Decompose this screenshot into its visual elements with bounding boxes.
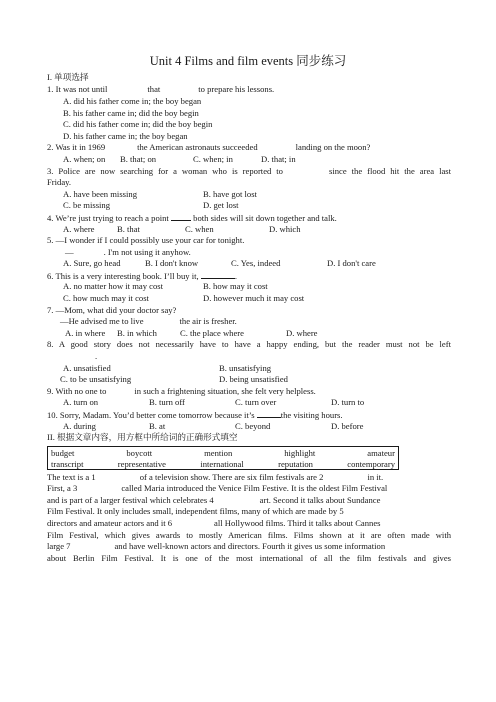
q3-option-b: B. have got lost <box>203 188 257 199</box>
word-bank-word: reputation <box>278 458 313 469</box>
word-bank-box <box>47 446 399 470</box>
word-bank-word: contemporary <box>347 458 395 469</box>
q3-option-c: C. be missing <box>63 200 111 211</box>
question-1-stem <box>47 84 451 96</box>
passage-line-3 <box>47 495 451 507</box>
q5-option-b: B. I don't know <box>145 258 199 269</box>
q2-text-c: landing on the moon? <box>295 142 371 153</box>
q2-option-b: B. that; on <box>120 153 157 164</box>
question-3-stem <box>47 166 451 178</box>
word-bank-word: budget <box>51 447 75 458</box>
passage-line-5 <box>47 518 451 530</box>
q1-text-a: 1. It was not until <box>47 84 108 95</box>
q8-option-c: C. to be unsatisfying <box>60 374 132 385</box>
q10-option-c: C. beyond <box>235 420 271 431</box>
page-title: Unit 4 Films and film events 同步练习 <box>149 54 347 68</box>
word-bank-row-1 <box>51 448 395 459</box>
q2-option-a: A. when; on <box>63 153 106 164</box>
q10-option-d: D. before <box>331 420 364 431</box>
q6-option-c: C. how much may it cost <box>63 293 149 304</box>
word-bank-word: international <box>200 458 244 469</box>
worksheet-content <box>47 72 451 564</box>
passage-text: directors and amateur actors and it 6 <box>47 517 173 528</box>
word-bank-word: mention <box>204 447 233 458</box>
word-bank-word: boycott <box>126 447 153 458</box>
q3-options-row-1 <box>47 189 451 201</box>
word-bank-word: representative <box>117 458 166 469</box>
word-bank-word: transcript <box>51 458 84 469</box>
passage-text: and have well-known actors and directors. Fourth it gives us some information <box>114 541 386 552</box>
q10-text-b: the visiting hours. <box>280 410 343 421</box>
q10-option-b: B. at <box>149 420 166 431</box>
q1-option-b: B. his father came in; did the boy begin <box>63 107 199 118</box>
q10-option-a: A. during <box>63 420 96 431</box>
q7-option-c: C. the place where <box>180 327 244 338</box>
question-10-options <box>47 421 451 433</box>
q9-option-c: C. turn over <box>235 397 277 408</box>
passage-text: of a television show. There are six film festivals are 2 <box>139 471 324 482</box>
q1-text-c: to prepare his lessons. <box>198 84 275 95</box>
question-9-stem <box>47 386 451 398</box>
q9-text-b: in such a frightening situation, she felt very helpless. <box>134 385 316 396</box>
q6-period: . <box>234 270 237 281</box>
q1-text-b: that <box>147 84 161 95</box>
q8-option-b: B. unsatisfying <box>219 362 272 373</box>
passage-text: The text is a 1 <box>47 471 96 482</box>
q3-option-d: D. get lost <box>203 200 239 211</box>
question-8-stem: 8. A good story does not necessarily have to have a happy ending, but the reader must not be left <box>47 339 451 350</box>
question-5-stem: 5. —I wonder if I could possibly use your car for tonight. <box>47 235 245 246</box>
section-2-heading: II. 根据文章内容，用方框中所给词的正确形式填空 <box>47 432 238 443</box>
q7-option-a: A. in where <box>65 327 106 338</box>
q9-option-d: D. turn to <box>331 397 365 408</box>
question-9-options <box>47 397 451 409</box>
q2-option-c: C. when; in <box>193 153 233 164</box>
passage-text: called Maria introduced the Venice Film Festive. It is the oldest Film Festival <box>121 483 388 494</box>
q4-option-c: C. when <box>185 223 214 234</box>
q10-text-a: 10. Sorry, Madam. You’d better come tomorrow because it’s <box>47 410 255 421</box>
passage-line-6: Film Festival, which gives awards to mostly American films. Films shown at it are often made with <box>47 529 451 540</box>
q8-options-row-1 <box>47 363 451 375</box>
q6-text-a: 6. This is a very interesting book. I’ll buy it, <box>47 270 199 281</box>
q7-response <box>47 316 451 328</box>
q3-text-b: since the flood hit the area last <box>328 165 452 176</box>
q1-option-a: A. did his father come in; the boy began <box>63 95 202 106</box>
q1-option-d: D. his father came in; the boy began <box>63 130 188 141</box>
q4-text-a: 4. We’re just trying to reach a point <box>47 212 169 223</box>
q2-text-a: 2. Was it in 1969 <box>47 142 106 153</box>
q5-dash: — <box>65 246 74 257</box>
q5-option-c: C. Yes, indeed <box>231 258 281 269</box>
q3-stem-continued: Friday. <box>47 177 72 188</box>
q6-options-row-1 <box>47 281 451 293</box>
q7-option-b: B. in which <box>117 327 157 338</box>
word-bank-word: highlight <box>284 447 316 458</box>
q1-option-c: C. did his father come in; did the boy begin <box>63 119 213 130</box>
q5-text-c: . I'm not using it anyhow. <box>103 246 191 257</box>
q6-option-a: A. no matter how it may cost <box>63 281 164 292</box>
q5-response <box>47 247 451 259</box>
question-5-options <box>47 258 451 270</box>
question-10-stem <box>47 409 451 421</box>
question-7-stem: 7. —Mom, what did your doctor say? <box>47 304 177 315</box>
q4-blank <box>171 212 191 221</box>
q9-text-a: 9. With no one to <box>47 385 107 396</box>
passage-line-4: Film Festival. It only includes small, independent films, many of which are made by 5 <box>47 506 344 517</box>
q8-option-a: A. unsatisfied <box>63 362 111 373</box>
word-bank-row-2 <box>51 459 395 470</box>
q6-option-d: D. however much it may cost <box>203 293 305 304</box>
question-2-options <box>47 154 451 166</box>
passage-text: all Hollywood films. Third it talks about Cannes <box>214 517 381 528</box>
passage-line-7 <box>47 541 451 553</box>
q2-option-d: D. that; in <box>261 153 296 164</box>
q4-option-a: A. where <box>63 223 95 234</box>
q5-option-d: D. I don't care <box>327 258 376 269</box>
passage-text: large 7 <box>47 541 71 552</box>
q10-blank <box>257 409 281 418</box>
q7-text-b: —He advised me to live <box>60 316 144 327</box>
q2-text-b: the American astronauts succeeded <box>137 142 258 153</box>
passage-text: art. Second it talks about Sundance <box>259 494 381 505</box>
passage-line-1 <box>47 472 451 484</box>
question-6-stem <box>47 270 451 282</box>
passage-line-2 <box>47 483 451 495</box>
question-7-options <box>47 328 451 340</box>
question-2-stem <box>47 142 451 154</box>
q9-option-a: A. turn on <box>63 397 99 408</box>
q3-options-row-2 <box>47 200 451 212</box>
q5-option-a: A. Sure, go head <box>63 258 121 269</box>
q9-option-b: B. turn off <box>149 397 185 408</box>
q4-text-b: both sides will sit down together and talk. <box>193 212 337 223</box>
q6-options-row-2 <box>47 293 451 305</box>
q6-blank <box>201 270 235 279</box>
q3-text-a: 3. Police are now searching for a woman who is reported to <box>47 165 283 176</box>
section-1-heading: I. 单项选择 <box>47 72 89 82</box>
passage-text: and is part of a larger festival which celebrates 4 <box>47 494 214 505</box>
question-4-stem <box>47 212 451 224</box>
q3-option-a: A. have been missing <box>63 188 137 199</box>
q4-option-d: D. which <box>269 223 301 234</box>
q8-blank-line: . <box>95 351 98 362</box>
passage-text: First, a 3 <box>47 483 78 494</box>
passage-text: in it. <box>367 471 384 482</box>
question-4-options <box>47 224 451 236</box>
word-bank-word: amateur <box>367 447 395 458</box>
q4-option-b: B. that <box>117 223 140 234</box>
passage-line-8: about Berlin Film Festival. It is one of the most international of all the film festivals and gives <box>47 552 451 563</box>
q8-option-d: D. being unsatisfied <box>219 374 288 385</box>
q7-text-c: the air is fresher. <box>179 316 237 327</box>
q8-options-row-2 <box>47 374 451 386</box>
q7-option-d: D. where <box>286 327 318 338</box>
q6-option-b: B. how may it cost <box>203 281 268 292</box>
